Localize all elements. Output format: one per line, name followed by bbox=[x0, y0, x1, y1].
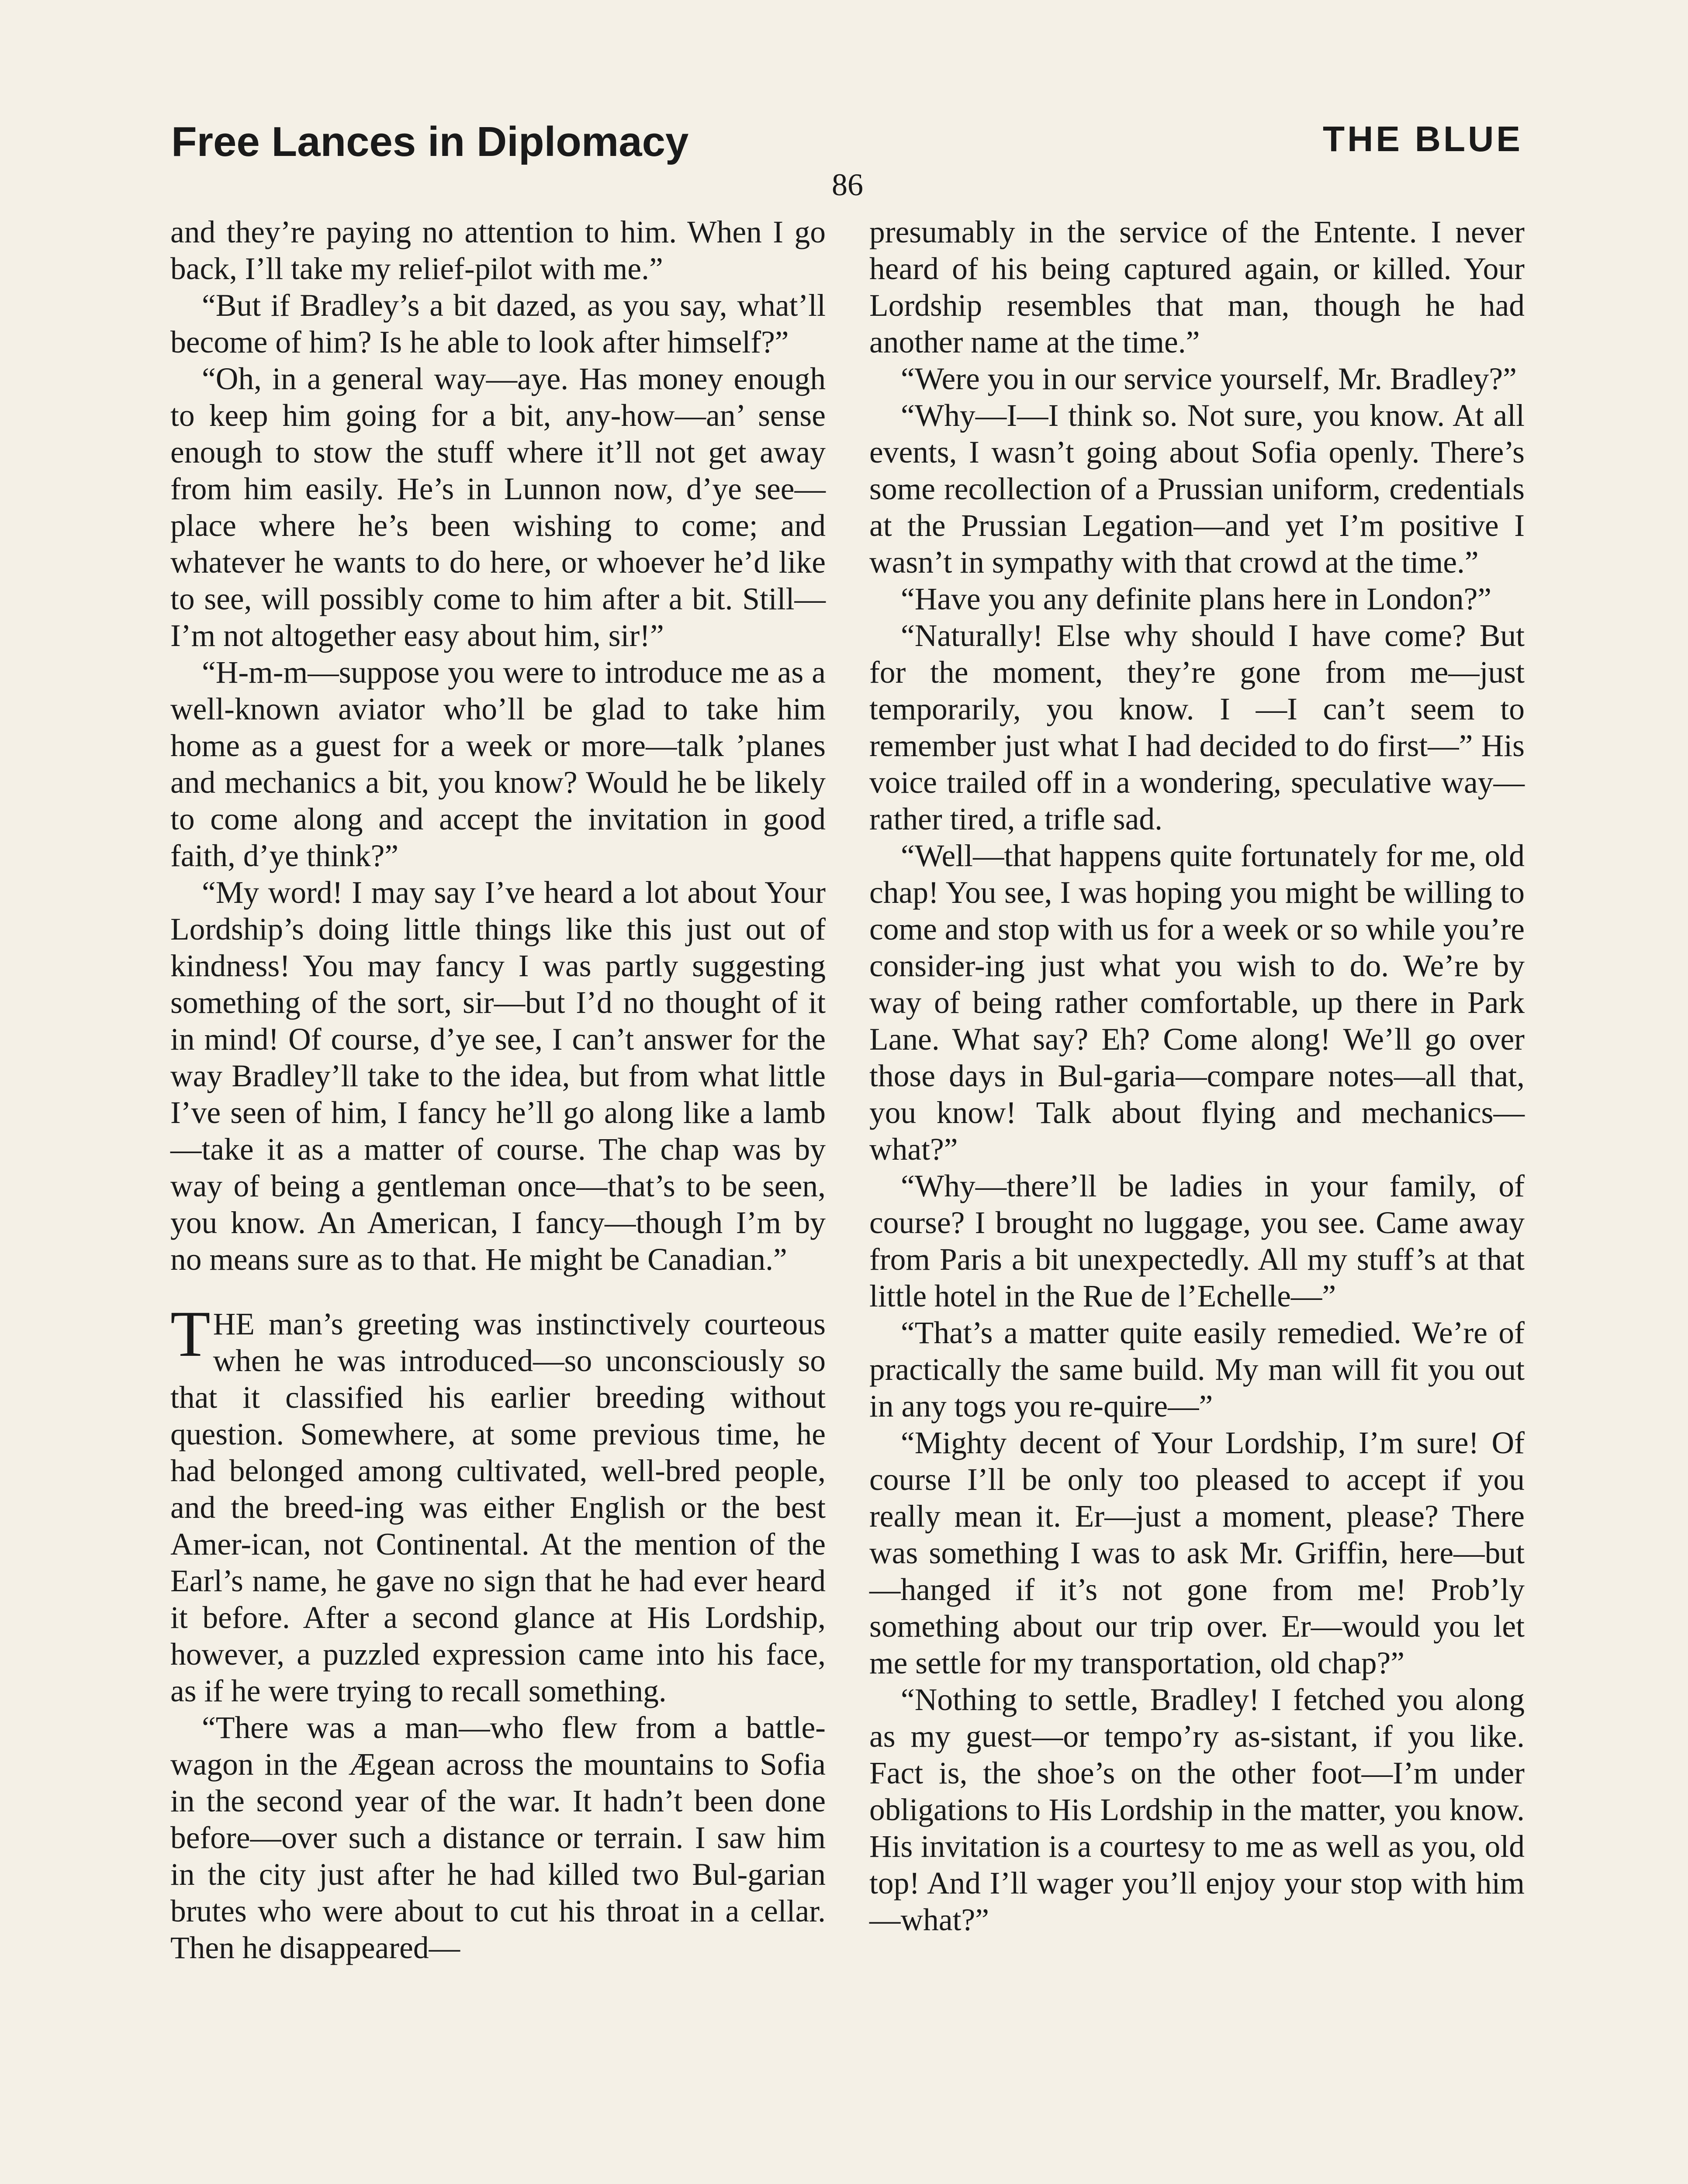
paragraph: “Well—that happens quite fortunately for me, old chap! You see, I was hoping you might be willing to come and stop with us for a week or so while you’re consider-ing just what you wish to do. We’re by way of being rather comfortable, up there in Park Lane. What say? Eh? Come along! We’ll go over those days in Bul-garia—compare notes—all that, you know! Talk about flying and mechanics—what?” bbox=[869, 839, 1525, 1167]
paragraph: “But if Bradley’s a bit dazed, as you say, what’ll become of him? Is he able to look after himself?” bbox=[170, 288, 826, 359]
paragraph: “My word! I may say I’ve heard a lot about Your Lordship’s doing little things like this just out of kindness! You may fancy I was partly suggesting something of the sort, sir—but I’d no thought of it in mind! Of course, d’ye see, I can’t answer for the way Bradley’ll take to the idea, but from what little I’ve seen of him, I fancy he’ll go along like a lamb—take it as a matter of course. The chap was by way of being a gentleman once—that’s to be seen, you know. An American, I fancy—though I’m by no means sure as to that. He might be Canadian.” bbox=[170, 875, 826, 1277]
paragraph: “Oh, in a general way—aye. Has money enough to keep him going for a bit, any-how—an’ sense enough to stow the stuff where it’ll not get away from him easily. He’s in Lunnon now, d’ye see—place where he’s been wishing to come; and whatever he wants to do here, or whoever he’d like to see, will possibly come to him after a bit. Still—I’m not altogether easy about him, sir!” bbox=[170, 362, 826, 653]
magazine-title: THE BLUE bbox=[1323, 119, 1523, 159]
paragraph: “Why—there’ll be ladies in your family, of course? I brought no luggage, you see. Came away from Paris a bit unexpectedly. All my stuff’s at that little hotel in the Rue de l’Echelle—” bbox=[869, 1169, 1525, 1313]
drop-cap: T bbox=[170, 1298, 211, 1370]
paragraph: “There was a man—who flew from a battle-wagon in the Ægean across the mountains to Sofia in the second year of the war. It hadn’t been done before—over such a distance or terrain. I saw him in the city just after he had killed two Bul-garian brutes who were about to cut his throat in a cellar. Then he disappeared— bbox=[170, 1711, 826, 1965]
right-column bbox=[869, 214, 1525, 1939]
paragraph: and they’re paying no attention to him. When I go back, I’ll take my relief-pilot with me.” bbox=[170, 215, 826, 286]
paragraph: “Mighty decent of Your Lordship, I’m sure! Of course I’ll be only too pleased to accept if you really mean it. Er—just a moment, please? There was something I was to ask Mr. Griffin, here—but—hanged if it’s not gone from me! Prob’ly something about our trip over. Er—would you let me settle for my transportation, old chap?” bbox=[869, 1426, 1525, 1680]
story-title: Free Lances in Diplomacy bbox=[171, 118, 689, 165]
paragraph: “Naturally! Else why should I have come? But for the moment, they’re gone from me—just temporarily, you know. I —I can’t seem to remember just what I had decided to do first—” His voice trailed off in a wondering, speculative way—rather tired, a trifle sad. bbox=[869, 619, 1525, 836]
left-column bbox=[170, 214, 826, 1966]
section-opening-text: HE man’s greeting was instinctively courteous when he was introduced—so unconsciously so that it classified his earlier breeding without question. Somewhere, at some previous time, he had belonged among cultivated, well-bred people, and the breed-ing was either English or the best Amer-ican, not Continental. At the mention of the Earl’s name, he gave no sign that he had ever heard it before. After a second glance at His Lordship, however, a puzzled expression came into his face, as if he were trying to recall something. bbox=[170, 1307, 826, 1708]
paragraph: “Why—I—I think so. Not sure, you know. At all events, I wasn’t going about Sofia openly. There’s some recollection of a Prussian uniform, credentials at the Prussian Legation—and yet I’m positive I wasn’t in sympathy with that crowd at the time.” bbox=[869, 398, 1525, 580]
paragraph: “Have you any definite plans here in London?” bbox=[901, 582, 1492, 616]
paragraph: “That’s a matter quite easily remedied. We’re of practically the same build. My man will fit you out in any togs you re-quire—” bbox=[869, 1316, 1525, 1424]
section-opening-paragraph bbox=[170, 1298, 826, 1710]
paragraph: presumably in the service of the Entente. I never heard of his being captured again, or killed. Your Lordship resembles that man, though he had another name at the time.” bbox=[869, 215, 1525, 359]
paragraph: “Nothing to settle, Bradley! I fetched you along as my guest—or tempo’ry as-sistant, if you like. Fact is, the shoe’s on the other foot—I’m under obligations to His Lordship in the matter, you know. His invitation is a courtesy to me as well as you, old top! And I’ll wager you’ll enjoy your stop with him—what?” bbox=[869, 1683, 1525, 1937]
paragraph: “H-m-m—suppose you were to introduce me as a well-known aviator who’ll be glad to take him home as a guest for a week or more—talk ’planes and mechanics a bit, you know? Would he be likely to come along and accept the invitation in good faith, d’ye think?” bbox=[170, 655, 826, 873]
page-number: 86 bbox=[832, 167, 863, 202]
paragraph: “Were you in our service yourself, Mr. Bradley?” bbox=[901, 362, 1517, 396]
